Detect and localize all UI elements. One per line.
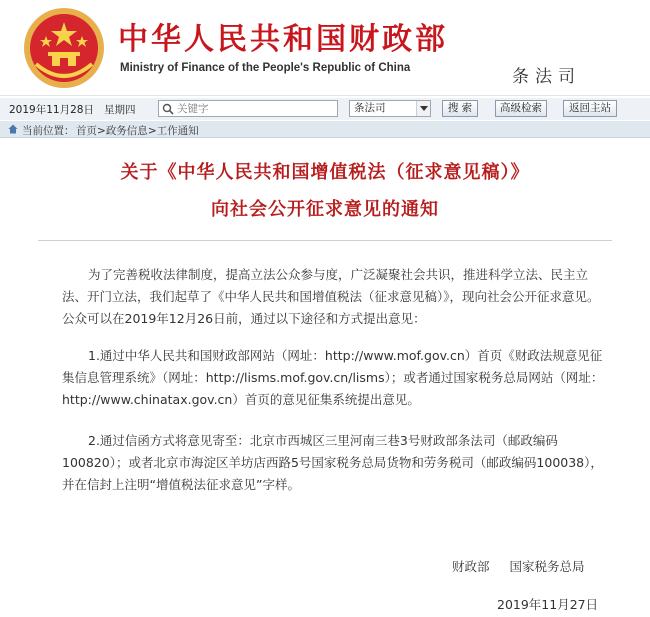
current-date [9,102,135,117]
breadcrumb-path [76,123,199,138]
breadcrumb-separator: > [97,125,106,137]
article-paragraph-method2: 2.通过信函方式将意见寄至：北京市西城区三里河南三巷3号财政部条法司（邮政编码100820）；或者北京市海淀区羊坊店西路5号国家税务总局货物和劳务税司（邮政编码100038），并在信封上注明“增值税法征求意见”字样。 [62,433,603,492]
article-signers [452,557,585,575]
article-title-line1: 关于《中华人民共和国增值税法（征求意见稿）》 [120,162,530,183]
site-title-en: Ministry of Finance of the People's Republic of China [120,62,411,74]
breadcrumb-item-govinfo[interactable]: 政务信息 [105,125,148,137]
return-home-button[interactable]: 返回主站 [563,100,617,117]
search-bar [0,98,650,120]
breadcrumb-label: 当前位置： [22,125,75,137]
keyword-field[interactable] [158,100,338,117]
search-input[interactable] [177,101,335,116]
breadcrumb-item-home[interactable]: 首页 [76,125,97,137]
signer-mof: 财政部 [452,559,490,574]
article-paragraph-method1: 1.通过中华人民共和国财政部网站（网址：http://www.mof.gov.cn）首页《财政法规意见征集信息管理系统》（网址：http://lisms.mof.gov.cn/lisms）；或者通过国家税务总局网站（网址：http://www.chinatax.gov.cn）首页的意见征集系统提出意见。 [62,348,604,407]
advanced-search-button[interactable]: 高级检索 [495,100,547,117]
article-paragraph-intro: 为了完善税收法律制度，提高立法公众参与度，广泛凝聚社会共识，推进科学立法、民主立法、开门立法，我们起草了《中华人民共和国增值税法（征求意见稿）》，现向社会公开征求意见。公众可以在2019年12月26日前，通过以下途径和方式提出意见： [62,267,600,326]
search-icon [162,103,174,115]
search-button[interactable]: 搜 索 [442,100,478,117]
scope-select[interactable] [349,100,431,117]
breadcrumb-item-notice[interactable]: 工作通知 [156,125,199,137]
site-title-cn: 中华人民共和国财政部 [118,22,448,57]
title-divider [38,240,612,241]
date-text: 2019年11月28日 [9,104,94,116]
breadcrumb-separator: > [147,125,157,137]
breadcrumb [0,121,650,138]
weekday-text: 星期四 [103,104,136,116]
signer-sat: 国家税务总局 [509,559,585,574]
article-sign-date: 2019年11月27日 [497,597,599,612]
scope-selected-value: 条法司 [354,102,386,114]
site-header [0,0,650,96]
department-name: 条法司 [512,67,581,87]
chevron-down-icon[interactable] [416,101,430,116]
home-icon [8,124,18,134]
article-title-line2: 向社会公开征求意见的通知 [211,199,439,220]
national-emblem-icon[interactable] [22,6,106,90]
